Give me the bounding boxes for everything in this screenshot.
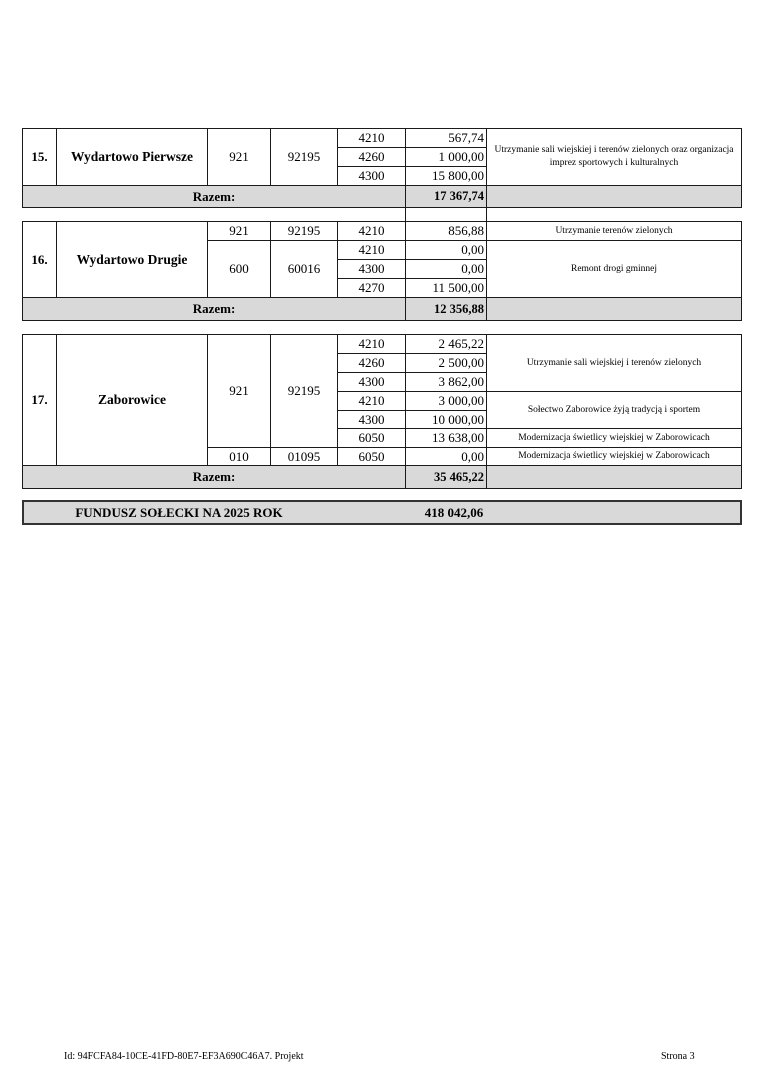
amount-cell: 15 800,00: [405, 166, 487, 186]
grand-total-label: FUNDUSZ SOŁECKI NA 2025 ROK: [75, 504, 283, 520]
amount-cell: 0,00: [405, 259, 487, 279]
village-name: Zaborowice: [56, 334, 208, 466]
paragraf-cell: 4210: [337, 391, 406, 411]
description-cell: Utrzymanie sali wiejskiej i terenów zielonych: [486, 334, 742, 392]
gap-divider: [405, 207, 487, 222]
rozdzial-cell: 60016: [270, 240, 338, 298]
amount-cell: 0,00: [405, 240, 487, 260]
description-cell: Remont drogi gminnej: [486, 240, 742, 298]
amount-cell: 3 000,00: [405, 391, 487, 411]
total-spacer: [486, 465, 742, 489]
section-number: 17.: [22, 334, 57, 466]
page-number: Strona 3: [661, 1051, 695, 1062]
description-cell: Utrzymanie sali wiejskiej i terenów zielonych oraz organizacja imprez sportowych i kulturalnych: [486, 128, 742, 186]
paragraf-cell: 4300: [337, 410, 406, 429]
dzial-cell: 600: [207, 240, 271, 298]
paragraf-cell: 4300: [337, 166, 406, 186]
paragraf-cell: 6050: [337, 428, 406, 448]
amount-cell: 1 000,00: [405, 147, 487, 167]
dzial-cell: 921: [207, 128, 271, 186]
amount-cell: 11 500,00: [405, 278, 487, 298]
total-spacer: [486, 185, 742, 208]
description-cell: Modernizacja świetlicy wiejskiej w Zaborowicach: [486, 447, 742, 466]
document-id: Id: 94FCFA84-10CE-41FD-80E7-EF3A690C46A7. Projekt: [64, 1051, 304, 1062]
amount-cell: 10 000,00: [405, 410, 487, 429]
section-number: 15.: [22, 128, 57, 186]
paragraf-cell: 4210: [337, 128, 406, 148]
paragraf-cell: 4260: [337, 147, 406, 167]
grand-total-value: 418 042,06: [424, 504, 484, 520]
amount-cell: 856,88: [405, 221, 487, 241]
rozdzial-cell: 92195: [270, 334, 338, 448]
paragraf-cell: 4210: [337, 334, 406, 354]
amount-cell: 0,00: [405, 447, 487, 466]
paragraf-cell: 4270: [337, 278, 406, 298]
total-value: 12 356,88: [405, 297, 487, 321]
village-name: Wydartowo Pierwsze: [56, 128, 208, 186]
rozdzial-cell: 92195: [270, 221, 338, 241]
paragraf-cell: 6050: [337, 447, 406, 466]
rozdzial-cell: 92195: [270, 128, 338, 186]
village-name: Wydartowo Drugie: [56, 221, 208, 298]
rozdzial-cell: 01095: [270, 447, 338, 466]
grand-total-row: [22, 500, 742, 525]
total-value: 35 465,22: [405, 465, 487, 489]
amount-cell: 2 500,00: [405, 353, 487, 373]
paragraf-cell: 4260: [337, 353, 406, 373]
dzial-cell: 010: [207, 447, 271, 466]
total-label: Razem:: [22, 465, 406, 489]
description-cell: Modernizacja świetlicy wiejskiej w Zaborowicach: [486, 428, 742, 448]
paragraf-cell: 4210: [337, 221, 406, 241]
description-cell: Utrzymanie terenów zielonych: [486, 221, 742, 241]
total-label: Razem:: [22, 185, 406, 208]
amount-cell: 2 465,22: [405, 334, 487, 354]
description-cell: Sołectwo Zaborowice żyją tradycją i sportem: [486, 391, 742, 429]
total-value: 17 367,74: [405, 185, 487, 208]
dzial-cell: 921: [207, 334, 271, 448]
total-label: Razem:: [22, 297, 406, 321]
amount-cell: 567,74: [405, 128, 487, 148]
amount-cell: 3 862,00: [405, 372, 487, 392]
dzial-cell: 921: [207, 221, 271, 241]
section-number: 16.: [22, 221, 57, 298]
amount-cell: 13 638,00: [405, 428, 487, 448]
paragraf-cell: 4300: [337, 372, 406, 392]
paragraf-cell: 4210: [337, 240, 406, 260]
total-spacer: [486, 297, 742, 321]
paragraf-cell: 4300: [337, 259, 406, 279]
